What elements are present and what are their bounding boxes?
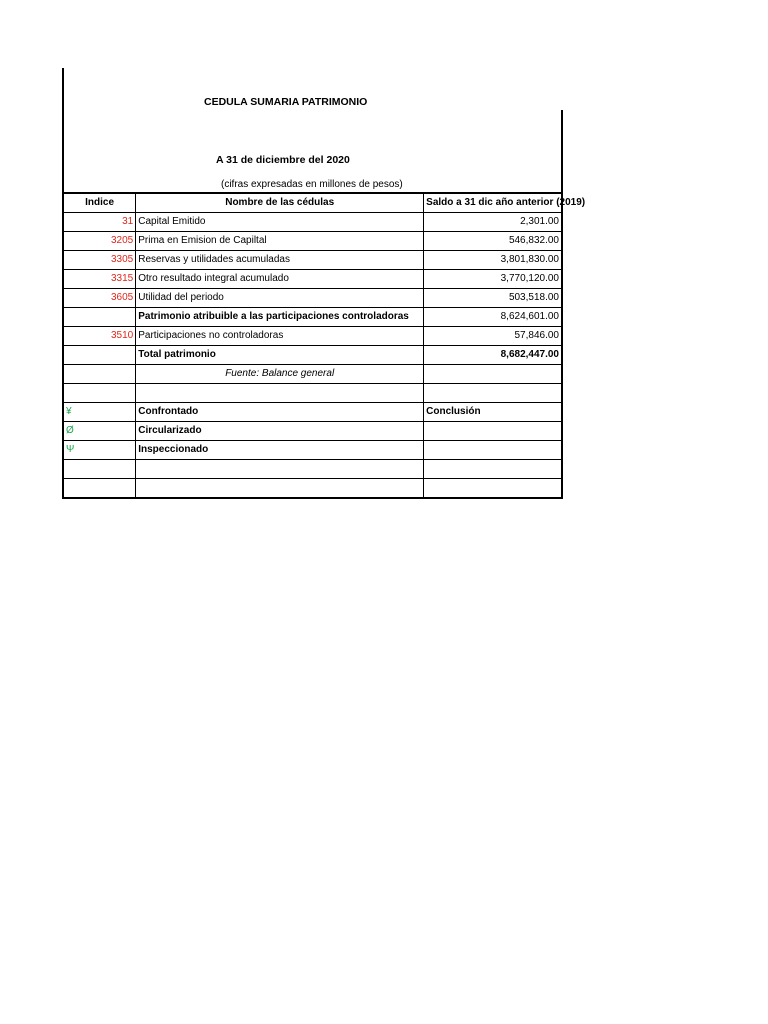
legend-label: Circularizado [136, 422, 424, 441]
table-row [63, 232, 562, 251]
header-nombre: Nombre de las cédulas [136, 193, 424, 213]
empty-cell [424, 365, 562, 384]
row-value: 503,518.00 [424, 289, 562, 308]
legend-symbol: Ø [63, 422, 136, 441]
patrimonio-table [62, 192, 586, 499]
row-index [63, 308, 136, 327]
units-note: (cifras expresadas en millones de pesos) [221, 179, 403, 190]
row-index [63, 346, 136, 365]
legend-label: Confrontado [136, 403, 424, 422]
table-row-total [63, 346, 562, 365]
table-row [63, 270, 562, 289]
empty-cell [136, 479, 424, 499]
legend-row [63, 441, 562, 460]
row-name: Otro resultado integral acumulado [136, 270, 424, 289]
table-row [63, 213, 562, 232]
table-header-row [63, 193, 562, 213]
right-border-line [561, 110, 563, 194]
date-line: A 31 de diciembre del 2020 [216, 154, 350, 166]
row-value: 8,682,447.00 [424, 346, 562, 365]
legend-row [63, 403, 562, 422]
row-name: Patrimonio atribuible a las participaciones controladoras [136, 308, 424, 327]
row-name: Total patrimonio [136, 346, 424, 365]
row-name: Capital Emitido [136, 213, 424, 232]
empty-row [63, 460, 562, 479]
row-name: Participaciones no controladoras [136, 327, 424, 346]
row-index: 3205 [63, 232, 136, 251]
legend-row [63, 422, 562, 441]
header-indice: Indice [63, 193, 136, 213]
empty-cell [63, 384, 136, 403]
empty-cell [424, 460, 562, 479]
source-row [63, 365, 562, 384]
left-border-line [62, 68, 64, 194]
document-title: CEDULA SUMARIA PATRIMONIO [204, 96, 368, 108]
conclusion-label: Conclusión [424, 403, 562, 422]
row-index: 31 [63, 213, 136, 232]
table-row-subtotal [63, 308, 562, 327]
header-saldo: Saldo a 31 dic año anterior (2019) [424, 193, 562, 213]
empty-cell [136, 460, 424, 479]
row-index: 3315 [63, 270, 136, 289]
row-index: 3305 [63, 251, 136, 270]
row-value: 3,770,120.00 [424, 270, 562, 289]
row-value: 57,846.00 [424, 327, 562, 346]
row-value: 3,801,830.00 [424, 251, 562, 270]
empty-cell [63, 479, 136, 499]
row-value: 8,624,601.00 [424, 308, 562, 327]
empty-cell [424, 422, 562, 441]
empty-cell [63, 365, 136, 384]
row-index: 3510 [63, 327, 136, 346]
row-value: 546,832.00 [424, 232, 562, 251]
empty-cell [136, 384, 424, 403]
empty-cell [424, 479, 562, 499]
legend-symbol: ¥ [63, 403, 136, 422]
table-row [63, 251, 562, 270]
row-index: 3605 [63, 289, 136, 308]
row-name: Utilidad del periodo [136, 289, 424, 308]
empty-row [63, 384, 562, 403]
row-name: Prima en Emision de Capiltal [136, 232, 424, 251]
empty-cell [63, 460, 136, 479]
row-value: 2,301.00 [424, 213, 562, 232]
legend-symbol: Ψ [63, 441, 136, 460]
source-note: Fuente: Balance general [136, 365, 424, 384]
empty-row [63, 479, 562, 499]
table-row [63, 327, 562, 346]
table-row [63, 289, 562, 308]
empty-cell [424, 384, 562, 403]
empty-cell [424, 441, 562, 460]
row-name: Reservas y utilidades acumuladas [136, 251, 424, 270]
legend-label: Inspeccionado [136, 441, 424, 460]
